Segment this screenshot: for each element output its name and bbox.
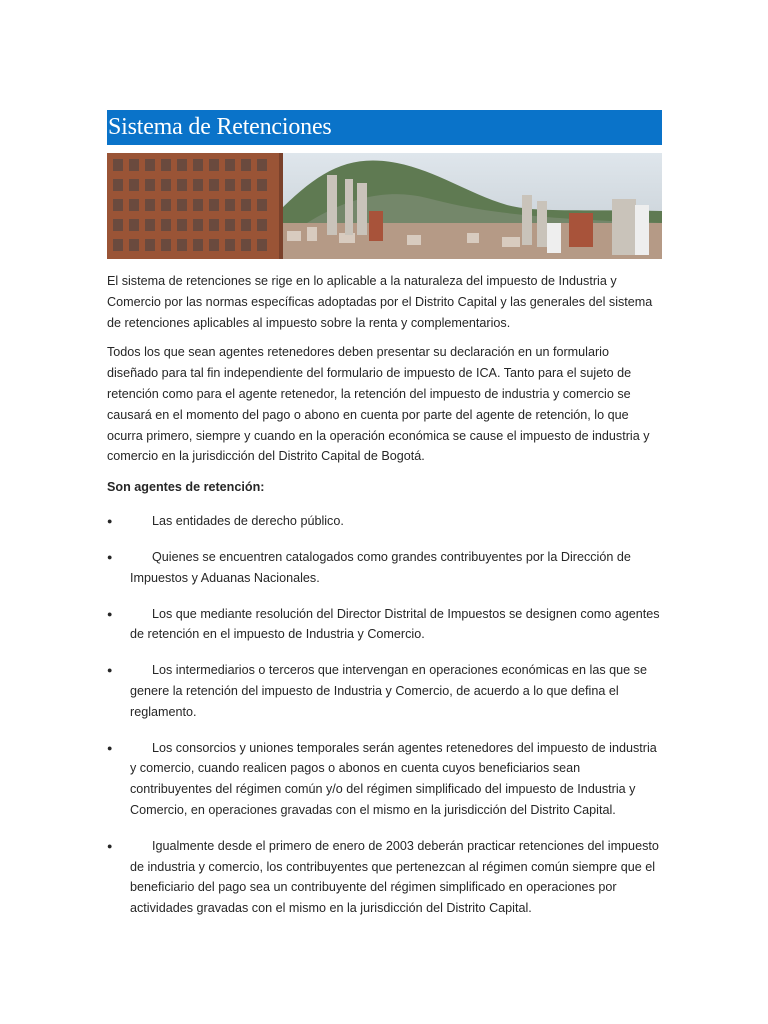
agents-obligation-paragraph: Todos los que sean agentes retenedores deben presentar su declaración en un formulario diseñado para tal fin independiente del formulario de impuesto de ICA. Tanto para el sujeto de retención como para el agente retenedor, la retención del impuesto de industria y comercio se causará en el momento del pago o abono en cuenta por parte del agente de retención, lo que ocurra primero, siempre y cuando en la operación económica se cause el impuesto de industria y comercio en la jurisdicción del Distrito Capital de Bogotá. xyxy=(107,345,650,464)
bullet-icon: ● xyxy=(107,665,113,676)
agents-subheading: Son agentes de retención: xyxy=(107,480,265,495)
list-item xyxy=(107,511,662,532)
list-item xyxy=(107,660,662,722)
list-item xyxy=(107,836,662,919)
intro-paragraph: El sistema de retenciones se rige en lo aplicable a la naturaleza del impuesto de Industria y Comercio por las normas específicas adoptadas por el Distrito Capital y las generales del sistema de retenciones aplicables al impuesto sobre la renta y complementarios. xyxy=(107,274,653,330)
title-bar xyxy=(107,110,662,145)
bullet-icon: ● xyxy=(107,840,113,851)
list-item-text: Los consorcios y uniones temporales serán agentes retenedores del impuesto de industria y comercio, cuando realicen pagos o abonos en cuenta cuyos beneficiarios sean contribuyentes del régimen común y/o del régimen simplificado del impuesto de Industria y Comercio, en operaciones gravadas con el mismo en la jurisdicción del Distrito Capital. xyxy=(130,740,657,817)
list-item-text: Los que mediante resolución del Director Distrital de Impuestos se designen como agentes de retención en el impuesto de Industria y Comercio. xyxy=(130,606,660,642)
bullet-icon: ● xyxy=(107,608,113,619)
list-item-text: Igualmente desde el primero de enero de 2003 deberán practicar retenciones del impuesto de industria y comercio, los contribuyentes que pertenezcan al régimen común siempre que el beneficiario del pago sea un contribuyente del régimen simplificado en operaciones por actividades gravadas con el mismo en la jurisdicción del Distrito Capital. xyxy=(130,838,659,916)
list-item-text: Los intermediarios o terceros que intervengan en operaciones económicas en las que se genere la retención del impuesto de Industria y Comercio, de acuerdo a lo que defina el reglamento. xyxy=(130,663,647,719)
document-page xyxy=(107,110,662,934)
list-item-text: Las entidades de derecho público. xyxy=(152,514,344,529)
list-item-text: Quienes se encuentren catalogados como grandes contribuyentes por la Dirección de Impuestos y Aduanas Nacionales. xyxy=(130,549,631,585)
list-item xyxy=(107,604,662,646)
list-item xyxy=(107,547,662,589)
bullet-icon: ● xyxy=(107,516,113,527)
page-title: Sistema de Retenciones xyxy=(108,114,332,140)
city-skyline-photo xyxy=(107,153,662,259)
agents-list xyxy=(107,511,662,919)
list-item xyxy=(107,738,662,821)
bullet-icon: ● xyxy=(107,551,113,562)
bullet-icon: ● xyxy=(107,742,113,753)
